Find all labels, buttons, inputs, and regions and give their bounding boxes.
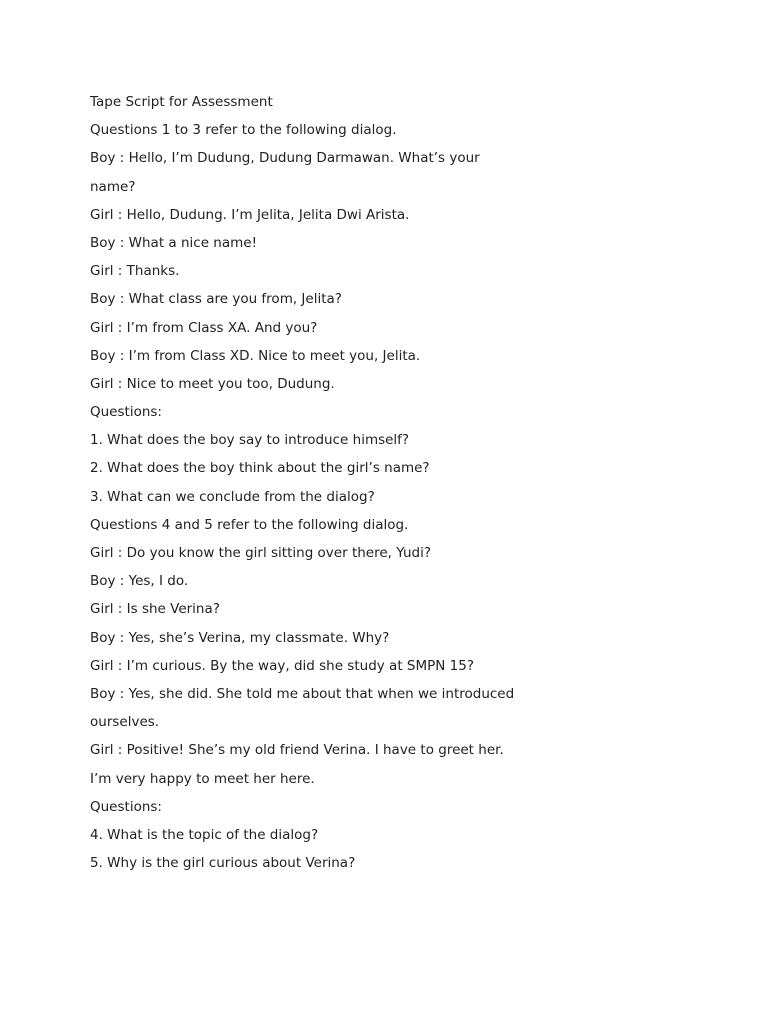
question-item: 1. What does the boy say to introduce himself? [90, 432, 410, 449]
dialog-line: Girl : I’m curious. By the way, did she study at SMPN 15? [90, 657, 474, 674]
document-title: Tape Script for Assessment [90, 94, 273, 110]
dialog-line: Girl : Is she Verina? [90, 601, 220, 618]
dialog-line: Girl : Hello, Dudung. I’m Jelita, Jelita Dwi Arista. [90, 206, 410, 223]
dialog-line: Boy : I’m from Class XD. Nice to meet you, Jelita. [90, 347, 421, 364]
document-body [90, 88, 690, 877]
dialog-line: name? [90, 178, 136, 195]
dialog-line: Girl : Nice to meet you too, Dudung. [90, 375, 335, 392]
dialog-line: Boy : What class are you from, Jelita? [90, 291, 342, 308]
question-item: 4. What is the topic of the dialog? [90, 826, 319, 843]
dialog-line: Girl : Positive! She’s my old friend Verina. I have to greet her. [90, 742, 504, 759]
question-item: 2. What does the boy think about the girl’s name? [90, 460, 430, 477]
question-item: 3. What can we conclude from the dialog? [90, 488, 375, 505]
dialog-line: Girl : Do you know the girl sitting over there, Yudi? [90, 545, 431, 561]
section-intro: Questions 1 to 3 refer to the following dialog. [90, 122, 397, 139]
dialog-line: Boy : Yes, she’s Verina, my classmate. Why? [90, 629, 390, 646]
dialog-line: Girl : I’m from Class XA. And you? [90, 319, 318, 336]
question-item: 5. Why is the girl curious about Verina? [90, 855, 356, 872]
questions-heading: Questions: [90, 404, 162, 421]
questions-heading: Questions: [90, 798, 162, 815]
dialog-line: Boy : Yes, she did. She told me about that when we introduced [90, 685, 515, 702]
dialog-line: I’m very happy to meet her here. [90, 770, 315, 787]
dialog-line: Boy : What a nice name! [90, 234, 257, 251]
section-intro: Questions 4 and 5 refer to the following dialog. [90, 516, 409, 533]
dialog-line: ourselves. [90, 714, 160, 731]
dialog-line: Boy : Yes, I do. [90, 573, 189, 590]
dialog-line: Girl : Thanks. [90, 263, 180, 280]
dialog-line: Boy : Hello, I’m Dudung, Dudung Darmawan. What’s your [90, 150, 480, 167]
